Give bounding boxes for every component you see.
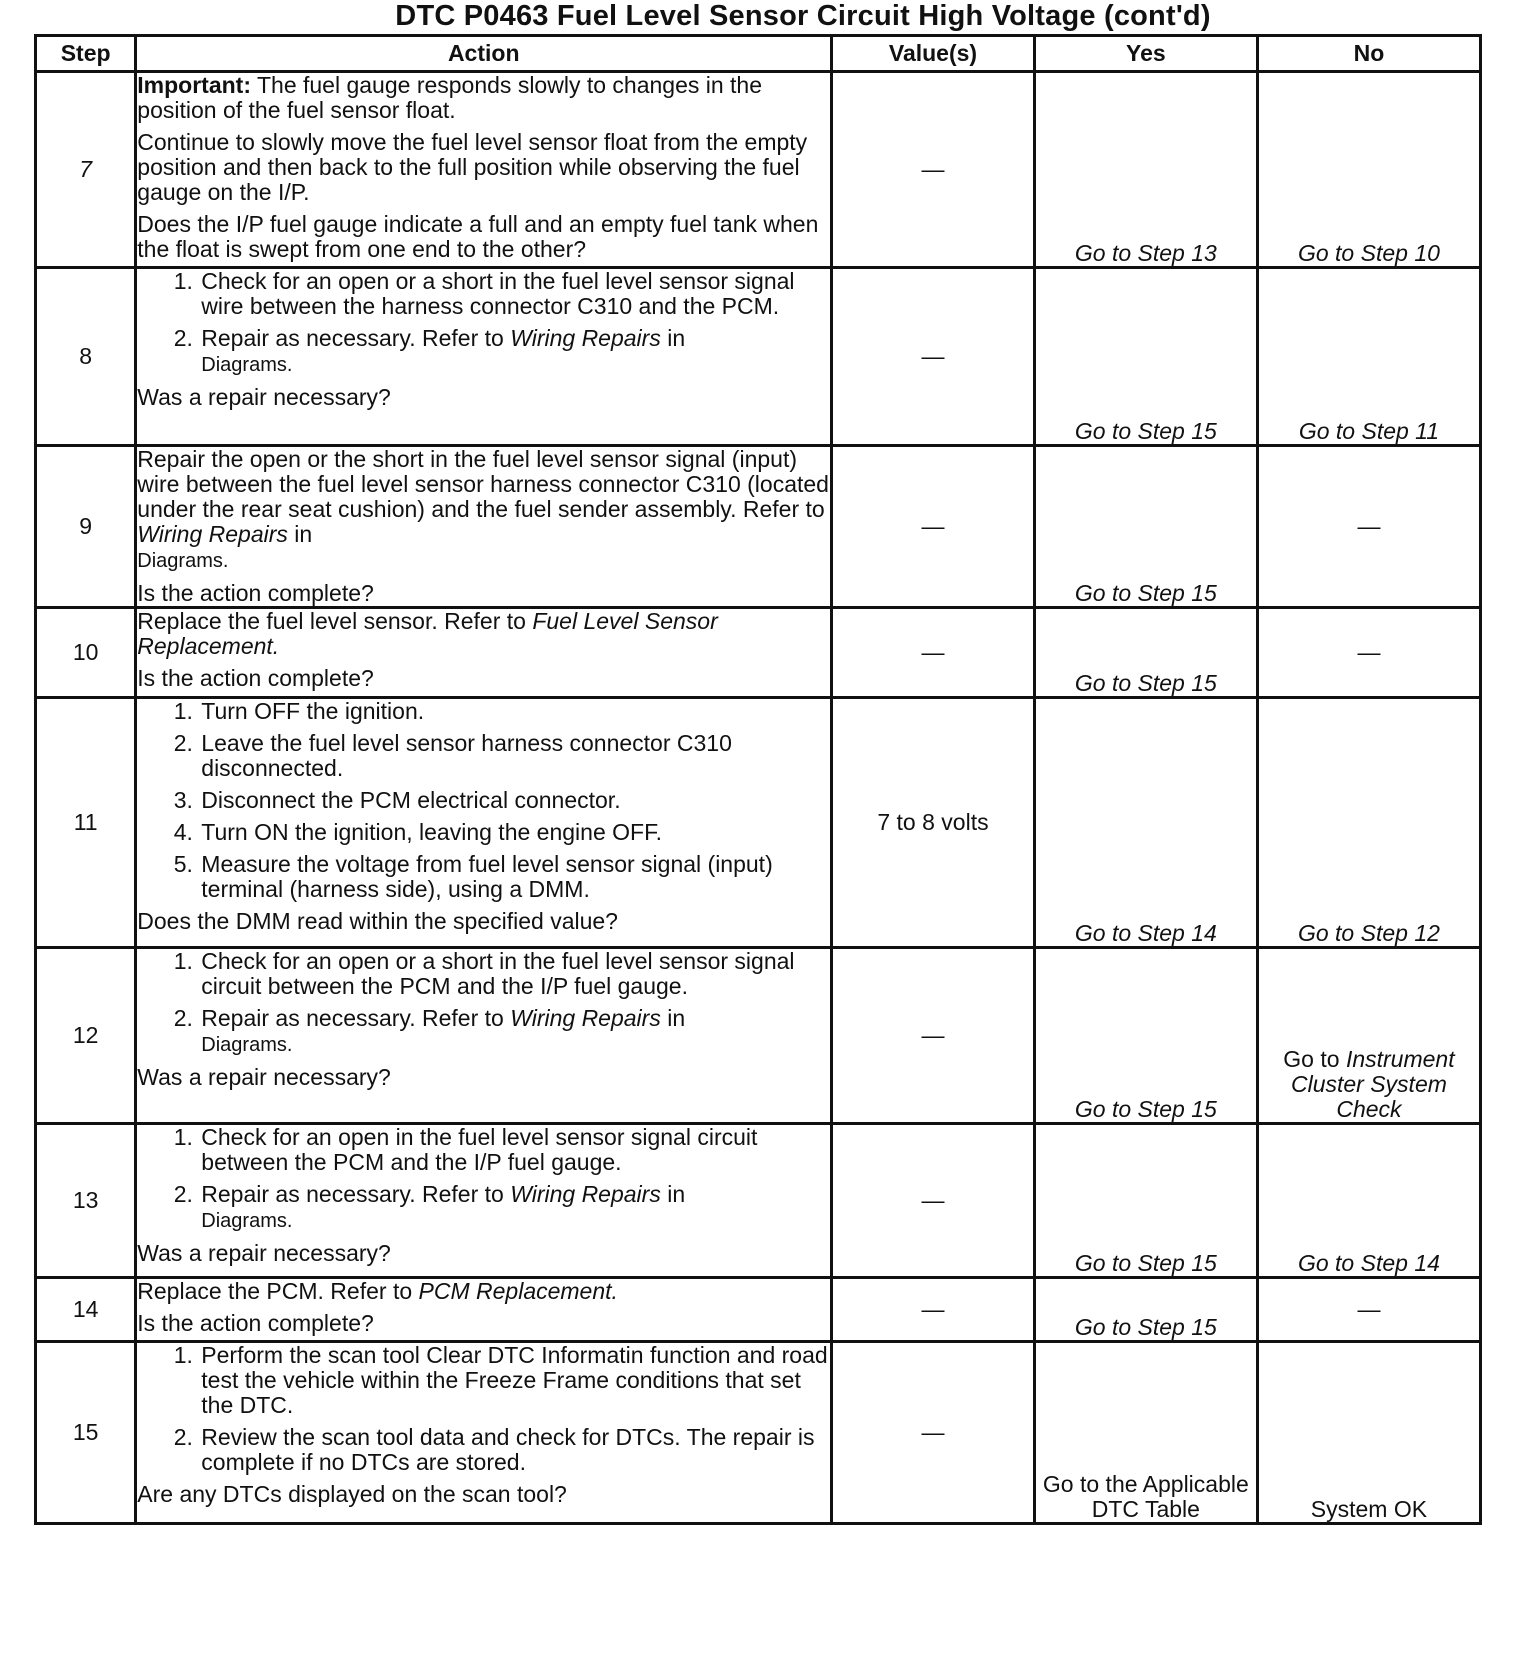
action-question: Was a repair necessary?	[137, 384, 391, 410]
action-cell	[136, 1342, 832, 1524]
important-text: The fuel gauge responds slowly to changes in the position of the fuel sensor float.	[137, 72, 763, 123]
action-question: Is the action complete?	[137, 665, 374, 691]
action-list	[137, 269, 830, 378]
paragraph-text: Replace the fuel level sensor. Refer to	[137, 608, 533, 634]
header-no: No	[1257, 36, 1480, 72]
reference-link: Wiring Repairs	[510, 1005, 661, 1031]
step-number: 12	[36, 948, 136, 1124]
list-item: 2. Leave the fuel level sensor harness connector C310 disconnected.	[199, 731, 830, 781]
header-step: Step	[36, 36, 136, 72]
table-row	[36, 1342, 1481, 1524]
reference-link: Wiring Repairs	[137, 521, 288, 547]
list-item: 4. Turn ON the ignition, leaving the engine OFF.	[199, 820, 830, 845]
action-question: Are any DTCs displayed on the scan tool?	[137, 1481, 567, 1507]
action-cell	[136, 72, 832, 268]
step-number: 11	[36, 698, 136, 948]
table-row	[36, 608, 1481, 698]
value-cell: —	[832, 1278, 1035, 1342]
list-item: 1. Check for an open in the fuel level sensor signal circuit between the PCM and the I/P fuel gauge.	[199, 1125, 830, 1175]
list-item-text: in	[660, 1005, 686, 1031]
paragraph-text: Replace the PCM. Refer to	[137, 1278, 419, 1304]
header-yes: Yes	[1034, 36, 1257, 72]
action-list	[137, 699, 830, 902]
reference-link: Wiring Repairs	[510, 1181, 661, 1207]
step-number: 15	[36, 1342, 136, 1524]
table-row	[36, 268, 1481, 446]
yes-cell: Go to Step 15	[1034, 268, 1257, 446]
reference-section: Diagrams.	[201, 1034, 293, 1056]
step-number: 8	[36, 268, 136, 446]
list-item: 3. Disconnect the PCM electrical connector.	[199, 788, 830, 813]
yes-cell: Go to Step 15	[1034, 608, 1257, 698]
action-question: Is the action complete?	[137, 1310, 374, 1336]
list-item: 1. Turn OFF the ignition.	[199, 699, 830, 724]
action-cell	[136, 268, 832, 446]
no-cell: —	[1257, 1278, 1480, 1342]
list-item-text: Repair as necessary. Refer to	[201, 1005, 511, 1031]
value-cell: 7 to 8 volts	[832, 698, 1035, 948]
page	[34, 0, 1482, 1525]
action-cell	[136, 1124, 832, 1278]
list-item	[199, 326, 830, 378]
reference-section: Diagrams.	[201, 1210, 293, 1232]
step-number: 10	[36, 608, 136, 698]
list-item: 2. Review the scan tool data and check for DTCs. The repair is complete if no DTCs are stored.	[199, 1425, 830, 1475]
reference-section: Diagrams.	[137, 550, 229, 572]
step-number: 9	[36, 446, 136, 608]
action-question: Was a repair necessary?	[137, 1064, 391, 1090]
no-cell: System OK	[1257, 1342, 1480, 1524]
no-cell: —	[1257, 446, 1480, 608]
action-list	[137, 1343, 830, 1475]
header-action: Action	[136, 36, 832, 72]
list-item: 1. Perform the scan tool Clear DTC Informatin function and road test the vehicle within the Freeze Frame conditions that set the DTC.	[199, 1343, 830, 1418]
list-item: 1. Check for an open or a short in the fuel level sensor signal circuit between the PCM and the I/P fuel gauge.	[199, 949, 830, 999]
important-label: Important:	[137, 72, 251, 98]
no-cell-text: Go to	[1283, 1046, 1346, 1072]
action-paragraph	[137, 447, 830, 574]
important-note	[137, 73, 830, 123]
list-item-text: Repair as necessary. Refer to	[201, 1181, 511, 1207]
yes-cell: Go to the Applicable DTC Table	[1034, 1342, 1257, 1524]
value-cell: —	[832, 948, 1035, 1124]
table-header-row	[36, 36, 1481, 72]
value-cell: —	[832, 72, 1035, 268]
reference-link: PCM Replacement.	[418, 1278, 618, 1304]
action-question: Does the I/P fuel gauge indicate a full and an empty fuel tank when the float is swept from one end to the other?	[137, 211, 819, 262]
no-cell	[1257, 948, 1480, 1124]
table-row	[36, 1124, 1481, 1278]
value-cell: —	[832, 1342, 1035, 1524]
paragraph-text: in	[287, 521, 313, 547]
list-item-text: in	[660, 325, 686, 351]
action-paragraph	[137, 609, 830, 659]
reference-link: Fuel Level Sensor Replacement.	[137, 608, 718, 659]
reference-section: Diagrams.	[201, 354, 293, 376]
action-cell	[136, 948, 832, 1124]
paragraph-text: Repair the open or the short in the fuel level sensor signal (input) wire between the fuel level sensor harness connector C310 (located under the rear seat cushion) and the fuel sender assembly. Refer to	[137, 446, 829, 522]
list-item	[199, 1182, 830, 1234]
no-cell: Go to Step 14	[1257, 1124, 1480, 1278]
value-cell: —	[832, 608, 1035, 698]
yes-cell: Go to Step 15	[1034, 1124, 1257, 1278]
list-item	[199, 1006, 830, 1058]
list-item: 5. Measure the voltage from fuel level sensor signal (input) terminal (harness side), using a DMM.	[199, 852, 830, 902]
reference-link: Wiring Repairs	[510, 325, 661, 351]
table-row	[36, 698, 1481, 948]
step-number: 13	[36, 1124, 136, 1278]
table-row	[36, 1278, 1481, 1342]
action-question: Is the action complete?	[137, 580, 374, 606]
action-question: Does the DMM read within the specified value?	[137, 908, 618, 934]
step-number: 7	[36, 72, 136, 268]
yes-cell: Go to Step 15	[1034, 446, 1257, 608]
action-cell	[136, 446, 832, 608]
diagnostic-table	[34, 34, 1482, 1525]
value-cell: —	[832, 446, 1035, 608]
list-item-text: Repair as necessary. Refer to	[201, 325, 511, 351]
no-cell: —	[1257, 608, 1480, 698]
action-question: Was a repair necessary?	[137, 1240, 391, 1266]
table-row	[36, 446, 1481, 608]
no-cell: Go to Step 10	[1257, 72, 1480, 268]
action-list	[137, 949, 830, 1058]
no-cell: Go to Step 11	[1257, 268, 1480, 446]
header-values: Value(s)	[832, 36, 1035, 72]
action-cell	[136, 698, 832, 948]
value-cell: —	[832, 1124, 1035, 1278]
action-cell	[136, 1278, 832, 1342]
list-item: 1. Check for an open or a short in the fuel level sensor signal wire between the harness connector C310 and the PCM.	[199, 269, 830, 319]
no-cell: Go to Step 12	[1257, 698, 1480, 948]
table-row	[36, 948, 1481, 1124]
page-title: DTC P0463 Fuel Level Sensor Circuit High Voltage (cont'd)	[395, 0, 1211, 32]
action-paragraph	[137, 1279, 830, 1304]
yes-cell: Go to Step 13	[1034, 72, 1257, 268]
reference-link: Instrument Cluster System Check	[1290, 1046, 1455, 1122]
step-number: 14	[36, 1278, 136, 1342]
table-row	[36, 72, 1481, 268]
yes-cell: Go to Step 14	[1034, 698, 1257, 948]
action-cell	[136, 608, 832, 698]
list-item-text: in	[660, 1181, 686, 1207]
yes-cell: Go to Step 15	[1034, 1278, 1257, 1342]
yes-cell: Go to Step 15	[1034, 948, 1257, 1124]
action-paragraph: Continue to slowly move the fuel level sensor float from the empty position and then back to the full position while observing the fuel gauge on the I/P.	[137, 129, 808, 205]
action-list	[137, 1125, 830, 1234]
value-cell: —	[832, 268, 1035, 446]
